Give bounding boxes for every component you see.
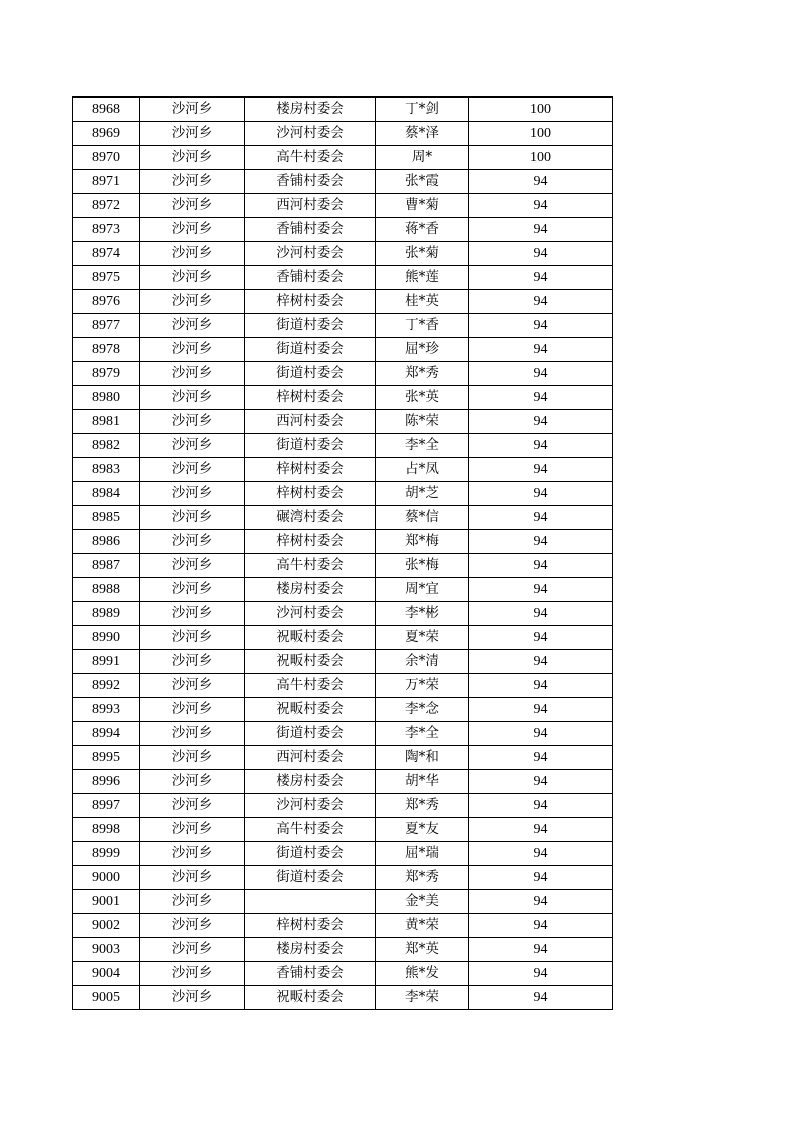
- table-row: [73, 434, 613, 458]
- cell-id: 8979: [73, 362, 140, 386]
- cell-name: 李*全: [376, 722, 469, 746]
- cell-amount: 100: [469, 122, 613, 146]
- cell-id: 8997: [73, 794, 140, 818]
- cell-id: 8977: [73, 314, 140, 338]
- cell-town: 沙河乡: [140, 506, 245, 530]
- cell-town: 沙河乡: [140, 386, 245, 410]
- table-row: [73, 890, 613, 914]
- cell-village: [245, 890, 376, 914]
- cell-name: 熊*发: [376, 962, 469, 986]
- cell-name: 李*念: [376, 698, 469, 722]
- cell-village: 祝畈村委会: [245, 986, 376, 1010]
- table-row: [73, 698, 613, 722]
- cell-name: 丁*剑: [376, 97, 469, 122]
- cell-town: 沙河乡: [140, 434, 245, 458]
- cell-village: 西河村委会: [245, 410, 376, 434]
- cell-village: 楼房村委会: [245, 938, 376, 962]
- cell-amount: 94: [469, 362, 613, 386]
- cell-name: 张*霞: [376, 170, 469, 194]
- cell-town: 沙河乡: [140, 938, 245, 962]
- cell-village: 梓树村委会: [245, 482, 376, 506]
- cell-name: 余*清: [376, 650, 469, 674]
- cell-town: 沙河乡: [140, 290, 245, 314]
- cell-town: 沙河乡: [140, 338, 245, 362]
- cell-town: 沙河乡: [140, 986, 245, 1010]
- cell-name: 郑*梅: [376, 530, 469, 554]
- cell-amount: 94: [469, 554, 613, 578]
- cell-amount: 94: [469, 602, 613, 626]
- cell-village: 西河村委会: [245, 746, 376, 770]
- cell-amount: 94: [469, 386, 613, 410]
- table-row: [73, 722, 613, 746]
- cell-name: 熊*莲: [376, 266, 469, 290]
- cell-town: 沙河乡: [140, 194, 245, 218]
- table-row: [73, 410, 613, 434]
- table-row: [73, 122, 613, 146]
- cell-village: 梓树村委会: [245, 458, 376, 482]
- cell-village: 楼房村委会: [245, 97, 376, 122]
- cell-name: 周*: [376, 146, 469, 170]
- cell-id: 8978: [73, 338, 140, 362]
- cell-name: 张*梅: [376, 554, 469, 578]
- cell-amount: 94: [469, 290, 613, 314]
- cell-amount: 94: [469, 338, 613, 362]
- cell-id: 8976: [73, 290, 140, 314]
- cell-town: 沙河乡: [140, 962, 245, 986]
- cell-amount: 94: [469, 242, 613, 266]
- cell-id: 9004: [73, 962, 140, 986]
- cell-town: 沙河乡: [140, 794, 245, 818]
- cell-amount: 94: [469, 194, 613, 218]
- cell-amount: 94: [469, 626, 613, 650]
- table-row: [73, 794, 613, 818]
- cell-village: 香铺村委会: [245, 962, 376, 986]
- cell-id: 8985: [73, 506, 140, 530]
- cell-town: 沙河乡: [140, 482, 245, 506]
- cell-town: 沙河乡: [140, 818, 245, 842]
- cell-amount: 94: [469, 530, 613, 554]
- cell-amount: 100: [469, 97, 613, 122]
- cell-village: 沙河村委会: [245, 122, 376, 146]
- cell-name: 蔡*信: [376, 506, 469, 530]
- cell-amount: 94: [469, 842, 613, 866]
- cell-town: 沙河乡: [140, 674, 245, 698]
- cell-village: 祝畈村委会: [245, 698, 376, 722]
- cell-amount: 94: [469, 434, 613, 458]
- cell-amount: 94: [469, 410, 613, 434]
- table-row: [73, 530, 613, 554]
- cell-village: 街道村委会: [245, 314, 376, 338]
- table-row: [73, 650, 613, 674]
- cell-name: 蒋*香: [376, 218, 469, 242]
- cell-id: 8980: [73, 386, 140, 410]
- cell-town: 沙河乡: [140, 770, 245, 794]
- cell-village: 梓树村委会: [245, 914, 376, 938]
- cell-name: 胡*华: [376, 770, 469, 794]
- cell-id: 8996: [73, 770, 140, 794]
- cell-town: 沙河乡: [140, 122, 245, 146]
- cell-name: 周*宜: [376, 578, 469, 602]
- cell-name: 陈*荣: [376, 410, 469, 434]
- cell-id: 8975: [73, 266, 140, 290]
- table-row: [73, 338, 613, 362]
- cell-village: 街道村委会: [245, 866, 376, 890]
- cell-village: 楼房村委会: [245, 770, 376, 794]
- cell-name: 李*彬: [376, 602, 469, 626]
- cell-id: 9005: [73, 986, 140, 1010]
- cell-name: 桂*英: [376, 290, 469, 314]
- cell-name: 郑*秀: [376, 362, 469, 386]
- cell-village: 香铺村委会: [245, 170, 376, 194]
- cell-village: 沙河村委会: [245, 602, 376, 626]
- cell-amount: 94: [469, 650, 613, 674]
- table-row: [73, 746, 613, 770]
- cell-id: 8983: [73, 458, 140, 482]
- cell-town: 沙河乡: [140, 218, 245, 242]
- cell-amount: 94: [469, 986, 613, 1010]
- cell-town: 沙河乡: [140, 314, 245, 338]
- cell-village: 香铺村委会: [245, 266, 376, 290]
- cell-name: 李*全: [376, 434, 469, 458]
- cell-amount: 94: [469, 890, 613, 914]
- cell-amount: 94: [469, 794, 613, 818]
- cell-town: 沙河乡: [140, 602, 245, 626]
- cell-village: 街道村委会: [245, 362, 376, 386]
- cell-amount: 94: [469, 314, 613, 338]
- cell-amount: 94: [469, 458, 613, 482]
- cell-name: 屈*瑞: [376, 842, 469, 866]
- cell-village: 梓树村委会: [245, 386, 376, 410]
- cell-village: 沙河村委会: [245, 794, 376, 818]
- table-row: [73, 962, 613, 986]
- cell-id: 8987: [73, 554, 140, 578]
- cell-id: 8998: [73, 818, 140, 842]
- cell-amount: 94: [469, 698, 613, 722]
- cell-amount: 94: [469, 218, 613, 242]
- cell-village: 西河村委会: [245, 194, 376, 218]
- cell-amount: 94: [469, 674, 613, 698]
- table-row: [73, 482, 613, 506]
- cell-village: 街道村委会: [245, 434, 376, 458]
- cell-id: 9000: [73, 866, 140, 890]
- cell-village: 高牛村委会: [245, 674, 376, 698]
- cell-amount: 100: [469, 146, 613, 170]
- cell-amount: 94: [469, 578, 613, 602]
- cell-town: 沙河乡: [140, 842, 245, 866]
- cell-name: 郑*英: [376, 938, 469, 962]
- cell-village: 楼房村委会: [245, 578, 376, 602]
- cell-id: 8988: [73, 578, 140, 602]
- cell-name: 郑*秀: [376, 866, 469, 890]
- cell-village: 高牛村委会: [245, 818, 376, 842]
- cell-id: 8968: [73, 97, 140, 122]
- cell-name: 曹*菊: [376, 194, 469, 218]
- cell-id: 8986: [73, 530, 140, 554]
- cell-village: 梓树村委会: [245, 290, 376, 314]
- table-row: [73, 602, 613, 626]
- cell-amount: 94: [469, 266, 613, 290]
- table-row: [73, 146, 613, 170]
- cell-town: 沙河乡: [140, 626, 245, 650]
- cell-id: 8990: [73, 626, 140, 650]
- cell-amount: 94: [469, 482, 613, 506]
- cell-name: 张*英: [376, 386, 469, 410]
- table-row: [73, 914, 613, 938]
- cell-name: 丁*香: [376, 314, 469, 338]
- table-row: [73, 218, 613, 242]
- cell-name: 占*凤: [376, 458, 469, 482]
- table-row: [73, 362, 613, 386]
- cell-name: 郑*秀: [376, 794, 469, 818]
- cell-village: 祝畈村委会: [245, 626, 376, 650]
- table-row: [73, 674, 613, 698]
- cell-name: 夏*荣: [376, 626, 469, 650]
- cell-id: 8989: [73, 602, 140, 626]
- table-row: [73, 818, 613, 842]
- cell-village: 香铺村委会: [245, 218, 376, 242]
- cell-town: 沙河乡: [140, 722, 245, 746]
- cell-name: 金*美: [376, 890, 469, 914]
- cell-id: 8973: [73, 218, 140, 242]
- cell-amount: 94: [469, 938, 613, 962]
- cell-id: 9003: [73, 938, 140, 962]
- cell-id: 8994: [73, 722, 140, 746]
- cell-name: 黄*荣: [376, 914, 469, 938]
- table-row: [73, 290, 613, 314]
- cell-town: 沙河乡: [140, 362, 245, 386]
- cell-town: 沙河乡: [140, 746, 245, 770]
- cell-id: 8992: [73, 674, 140, 698]
- table-row: [73, 578, 613, 602]
- cell-town: 沙河乡: [140, 914, 245, 938]
- cell-village: 街道村委会: [245, 722, 376, 746]
- cell-id: 8999: [73, 842, 140, 866]
- cell-town: 沙河乡: [140, 890, 245, 914]
- cell-name: 胡*芝: [376, 482, 469, 506]
- cell-town: 沙河乡: [140, 410, 245, 434]
- table-row: [73, 770, 613, 794]
- cell-id: 8971: [73, 170, 140, 194]
- cell-town: 沙河乡: [140, 554, 245, 578]
- cell-id: 8995: [73, 746, 140, 770]
- cell-town: 沙河乡: [140, 146, 245, 170]
- cell-town: 沙河乡: [140, 866, 245, 890]
- cell-town: 沙河乡: [140, 170, 245, 194]
- cell-village: 高牛村委会: [245, 554, 376, 578]
- cell-town: 沙河乡: [140, 242, 245, 266]
- cell-village: 沙河村委会: [245, 242, 376, 266]
- table-row: [73, 97, 613, 122]
- data-table: [72, 96, 613, 1010]
- cell-town: 沙河乡: [140, 458, 245, 482]
- cell-amount: 94: [469, 170, 613, 194]
- cell-name: 屈*珍: [376, 338, 469, 362]
- table-row: [73, 386, 613, 410]
- cell-amount: 94: [469, 818, 613, 842]
- table-row: [73, 554, 613, 578]
- cell-town: 沙河乡: [140, 97, 245, 122]
- table-row: [73, 170, 613, 194]
- cell-id: 8984: [73, 482, 140, 506]
- cell-village: 街道村委会: [245, 842, 376, 866]
- table-row: [73, 626, 613, 650]
- cell-id: 8981: [73, 410, 140, 434]
- table-row: [73, 242, 613, 266]
- cell-id: 8970: [73, 146, 140, 170]
- table-row: [73, 506, 613, 530]
- table-row: [73, 842, 613, 866]
- cell-village: 祝畈村委会: [245, 650, 376, 674]
- cell-amount: 94: [469, 962, 613, 986]
- cell-village: 街道村委会: [245, 338, 376, 362]
- table-row: [73, 458, 613, 482]
- cell-amount: 94: [469, 866, 613, 890]
- cell-id: 8969: [73, 122, 140, 146]
- cell-name: 万*荣: [376, 674, 469, 698]
- table-row: [73, 266, 613, 290]
- cell-town: 沙河乡: [140, 578, 245, 602]
- cell-village: 碾湾村委会: [245, 506, 376, 530]
- cell-amount: 94: [469, 722, 613, 746]
- cell-name: 陶*和: [376, 746, 469, 770]
- cell-name: 张*菊: [376, 242, 469, 266]
- cell-id: 8982: [73, 434, 140, 458]
- cell-village: 梓树村委会: [245, 530, 376, 554]
- cell-town: 沙河乡: [140, 266, 245, 290]
- cell-id: 8993: [73, 698, 140, 722]
- cell-amount: 94: [469, 506, 613, 530]
- cell-id: 8991: [73, 650, 140, 674]
- cell-id: 9002: [73, 914, 140, 938]
- cell-village: 高牛村委会: [245, 146, 376, 170]
- cell-amount: 94: [469, 770, 613, 794]
- cell-id: 8974: [73, 242, 140, 266]
- table-row: [73, 314, 613, 338]
- cell-name: 蔡*泽: [376, 122, 469, 146]
- table-row: [73, 194, 613, 218]
- cell-amount: 94: [469, 746, 613, 770]
- cell-name: 夏*友: [376, 818, 469, 842]
- cell-town: 沙河乡: [140, 650, 245, 674]
- cell-amount: 94: [469, 914, 613, 938]
- table-row: [73, 986, 613, 1010]
- table-row: [73, 866, 613, 890]
- cell-town: 沙河乡: [140, 698, 245, 722]
- cell-name: 李*荣: [376, 986, 469, 1010]
- cell-id: 9001: [73, 890, 140, 914]
- table-row: [73, 938, 613, 962]
- cell-town: 沙河乡: [140, 530, 245, 554]
- cell-id: 8972: [73, 194, 140, 218]
- table-body: [73, 97, 613, 1010]
